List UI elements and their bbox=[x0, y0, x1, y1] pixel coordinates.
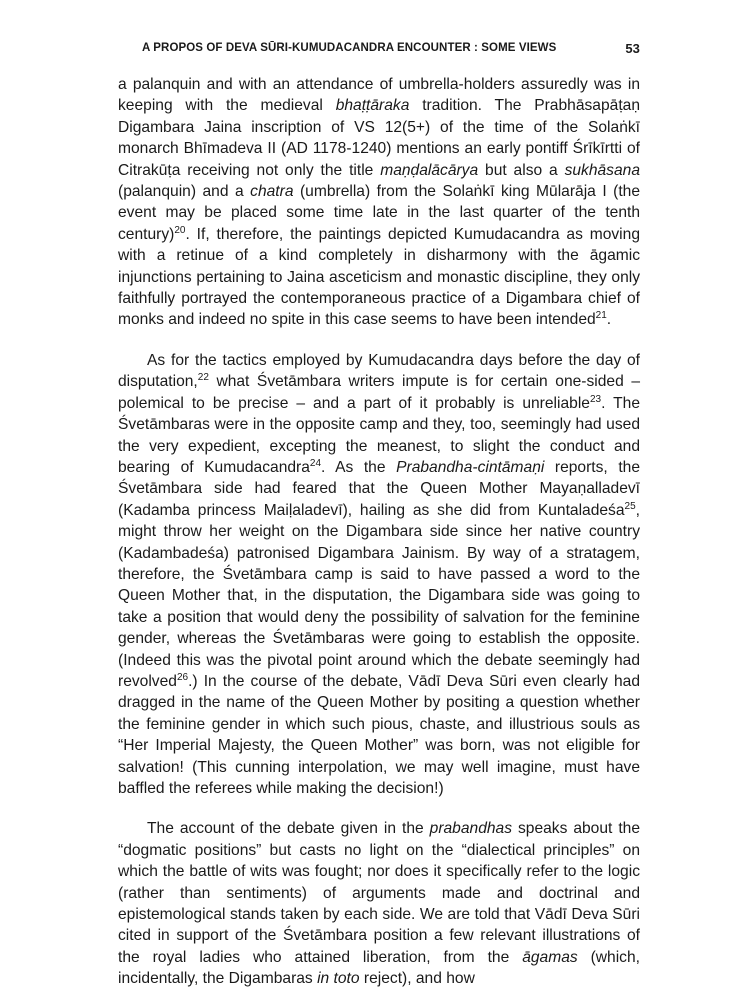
text-run: (palanquin) and a bbox=[118, 183, 251, 201]
italic-term: in toto bbox=[317, 970, 360, 988]
running-title: A PROPOS OF DEVA SŪRI-KUMUDACANDRA ENCOUNTER : SOME VIEWS bbox=[142, 42, 557, 54]
text-run: . As the bbox=[321, 458, 397, 476]
italic-term: maṇḍalācārya bbox=[380, 161, 479, 179]
footnote-ref: 25 bbox=[624, 500, 636, 512]
text-run: what Śvetāmbara writers impute is for certain one-sided – polemical to be precise – and a part of it probably is unreliable bbox=[118, 373, 640, 412]
text-run: reports, the Śvetāmbara side had feared that the Queen Mother Mayaṇalladevī (Kadamba princess Maiḷaladevī), hailing as she did from Kuntaladeśa bbox=[118, 458, 640, 519]
italic-term: bhaṭṭāraka bbox=[335, 97, 410, 115]
text-run: (which, incidentally, the Digambaras bbox=[118, 948, 640, 988]
text-run: a palanquin and with an attendance of umbrella-holders assuredly was in keeping with the medieval bbox=[118, 76, 640, 115]
text-run: tradition. The Prabhāsapāṭaṇ Digambara Jaina inscription of VS 12(5+) of the time of the Solaṅkī monarch Bhīmadeva II (AD 1178-1240) mentions an early pontiff Śrīkīrtti of Citrakūṭa receiving not only the title bbox=[118, 97, 640, 179]
page-number: 53 bbox=[625, 41, 640, 56]
text-run: .) In the course of the debate, Vādī Deva Sūri even clearly had dragged in the name of the Queen Mother by positing a question whether the feminine gender in which such pious, chaste, and illustrious souls as “Her Imperial Majesty, the Queen Mother” was born, was not eligible for salvation! (This cunning interpolation, we may well imagine, must have baffled the referees while making the decision!) bbox=[118, 672, 640, 797]
footnote-ref: 23 bbox=[589, 393, 602, 405]
footnote-ref: 21 bbox=[595, 310, 607, 322]
footnote-ref: 26 bbox=[176, 671, 189, 683]
text-run: . bbox=[606, 311, 612, 329]
text-run: (umbrella) from the Solaṅkī king Mūlarāja I (the event may be placed some time late in the last quarter of the tenth century) bbox=[118, 183, 640, 243]
body-text bbox=[118, 74, 640, 990]
text-run: but also a bbox=[478, 161, 565, 179]
italic-term: chatra bbox=[250, 183, 294, 201]
italic-term: āgamas bbox=[522, 948, 578, 966]
footnote-ref: 24 bbox=[309, 457, 322, 469]
paragraph-2 bbox=[118, 350, 640, 800]
text-run: reject), and how bbox=[359, 970, 475, 988]
text-run: . The Śvetāmbaras were in the opposite camp and they, too, seemingly had used the very expedient, excepting the meanest, to slight the conduct and bearing of Kumudacandra bbox=[118, 394, 640, 476]
paragraph-3 bbox=[118, 818, 640, 989]
text-run: As for the tactics employed by Kumudacandra days before the day of disputation, bbox=[118, 351, 640, 391]
italic-term: Prabandha-cintāmaṇi bbox=[396, 458, 545, 476]
italic-term: sukhāsana bbox=[564, 161, 640, 179]
footnote-ref: 20 bbox=[174, 224, 186, 236]
text-run: The account of the debate given in the bbox=[147, 820, 430, 838]
running-header bbox=[118, 40, 640, 62]
text-run: speaks about the “dogmatic positions” but casts no light on the “dialectical principles” on which the battle of wits was fought; nor does it specifically refer to the logic (rather than sentiments) of arguments made and doctrinal and epistemological stands taken by each side. We are told that Vādī Deva Sūri cited in support of the Śvetāmbara position a few relevant illustrations of the royal ladies who attained liberation, from the bbox=[118, 820, 641, 966]
footnote-ref: 22 bbox=[197, 372, 209, 384]
paragraph-1 bbox=[118, 74, 640, 331]
text-run: . If, therefore, the paintings depicted Kumudacandra as moving with a retinue of a kind completely in disharmony with the āgamic injunctions pertaining to Jaina asceticism and monastic discipline, they only faithfully portrayed the contemporaneous practice of a Digambara chief of monks and indeed no spite in this case seems to have been intended bbox=[118, 225, 640, 329]
text-run: , might throw her weight on the Digambara side since her native country (Kadambadeśa) patronised Digambara Jainism. By way of a stratagem, therefore, the Śvetāmbara camp is said to have passed a word to the Queen Mother that, in the disputation, the Digambara side was going to take a position that would deny the possibility of salvation for the feminine gender, whereas the Śvetāmbaras were going to establish the opposite. (Indeed this was the pivotal point around which the debate seemingly had revolved bbox=[118, 501, 640, 690]
italic-term: prabandhas bbox=[429, 820, 513, 838]
